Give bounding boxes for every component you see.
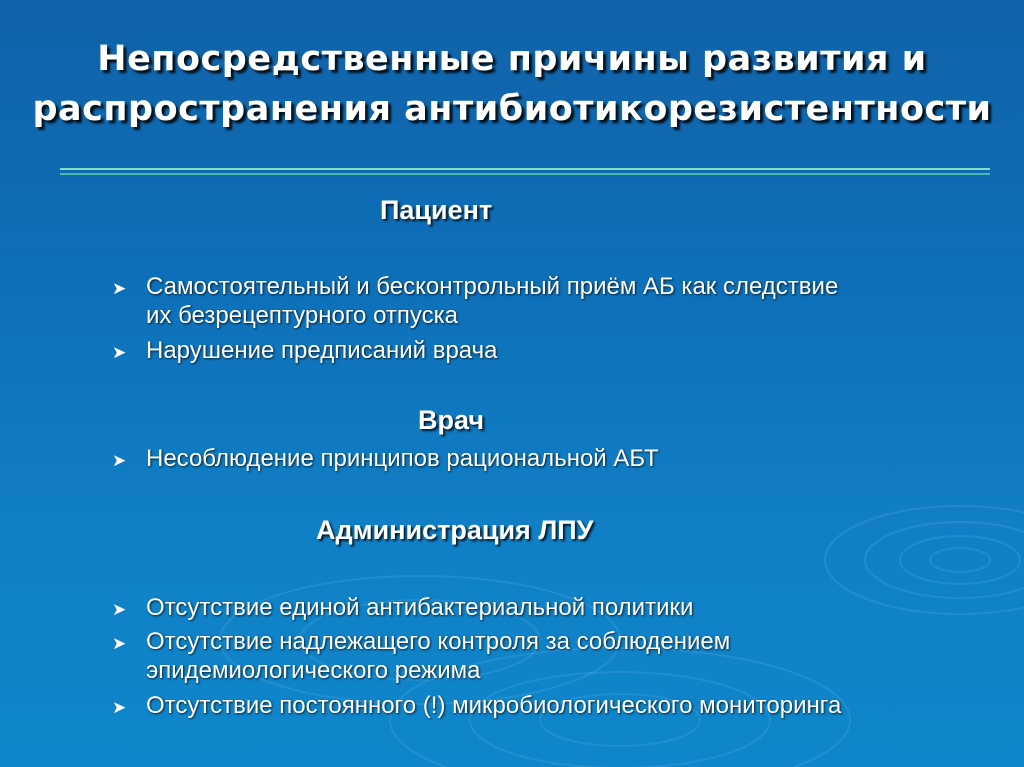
bullet-text-line: Отсутствие единой антибактериальной политики — [146, 594, 694, 621]
bullet-text-line: Несоблюдение принципов рациональной АБТ — [146, 445, 659, 472]
slide-title-line-1: Непосредственные причины развития и — [97, 39, 927, 79]
bullet-text-line: Нарушение предписаний врача — [146, 337, 498, 364]
arrowhead-bullet-icon: ➤ — [112, 451, 127, 470]
bullet-text-line: Самостоятельный и бесконтрольный приём АБ как следствие — [146, 273, 839, 300]
bullet-item-rational-therapy — [106, 444, 1006, 475]
bullet-item-microbiological-monitoring — [106, 691, 1006, 722]
arrowhead-bullet-icon: ➤ — [112, 698, 127, 717]
title-divider — [60, 168, 990, 170]
bullet-item-self-medication — [106, 272, 1006, 330]
arrowhead-bullet-icon: ➤ — [112, 634, 127, 653]
arrowhead-bullet-icon: ➤ — [112, 600, 127, 619]
section-heading-doctor: Врач — [418, 405, 485, 435]
title-divider-shadow — [60, 173, 990, 175]
arrowhead-bullet-icon: ➤ — [112, 343, 127, 362]
slide-title-line-2: распространения антибиотикорезистентности — [32, 89, 992, 129]
bullet-item-prescription-violation — [106, 336, 1006, 367]
section-heading-patient: Пациент — [380, 195, 493, 225]
bullet-text-line: Отсутствие постоянного (!) микробиологического мониторинга — [146, 692, 842, 719]
slide-title — [0, 34, 1024, 134]
arrowhead-bullet-icon: ➤ — [112, 279, 127, 298]
bullet-text-line: эпидемиологического режима — [146, 657, 481, 684]
bullet-item-antibacterial-policy — [106, 593, 1006, 624]
bullet-text-line: Отсутствие надлежащего контроля за соблюдением — [146, 628, 731, 655]
bullet-text-line: их безрецептурного отпуска — [146, 302, 458, 329]
section-heading-administration: Администрация ЛПУ — [316, 515, 594, 545]
bullet-item-epidemiological-control — [106, 627, 1006, 685]
